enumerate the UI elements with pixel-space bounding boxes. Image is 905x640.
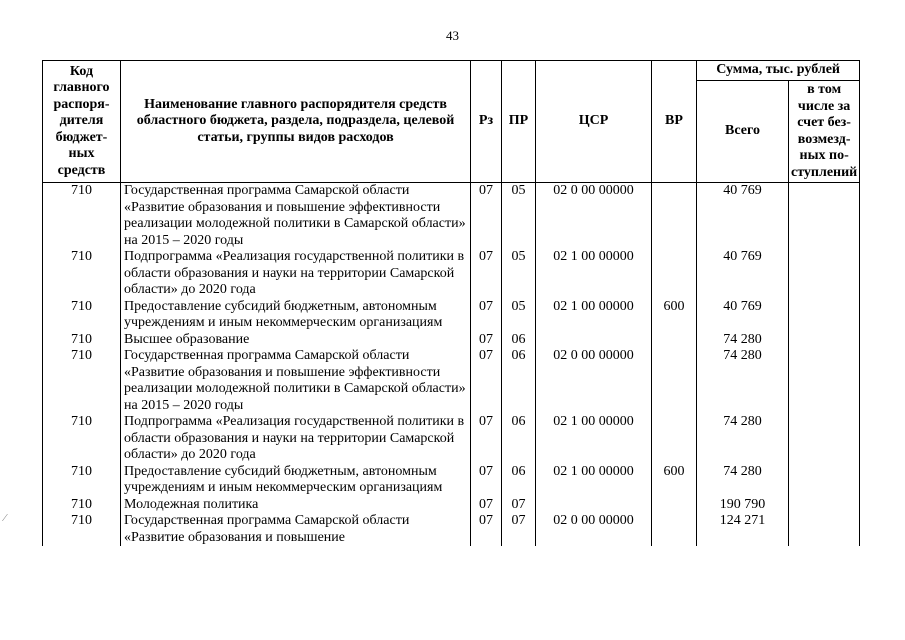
cell-pr: 07 xyxy=(502,497,536,514)
cell-extra xyxy=(789,464,860,497)
cell-name: Предоставление субсидий бюджетным, автономным учреждениям и иным некоммерческим организациям xyxy=(121,299,471,332)
header-vr: ВР xyxy=(652,61,697,183)
cell-code: 710 xyxy=(43,497,121,514)
table-row xyxy=(43,414,860,464)
cell-code: 710 xyxy=(43,414,121,464)
cell-csr: 02 1 00 00000 xyxy=(536,249,652,299)
table-row xyxy=(43,348,860,414)
cell-total: 190 790 xyxy=(697,497,789,514)
cell-code: 710 xyxy=(43,299,121,332)
header-code: Код главного распоря-дителя бюджет-ных средств xyxy=(43,61,121,183)
cell-total: 74 280 xyxy=(697,332,789,349)
scan-mark: ⁄ xyxy=(4,512,6,524)
cell-name: Молодежная политика xyxy=(121,497,471,514)
cell-csr xyxy=(536,332,652,349)
cell-name: Государственная программа Самарской области «Развитие образования и повышение эффективности реализации молодежной политики в Самарской области» на 2015 – 2020 годы xyxy=(121,348,471,414)
cell-rz: 07 xyxy=(471,249,502,299)
cell-extra xyxy=(789,414,860,464)
budget-table xyxy=(42,60,860,546)
cell-rz: 07 xyxy=(471,348,502,414)
cell-vr: 600 xyxy=(652,464,697,497)
cell-pr: 05 xyxy=(502,183,536,250)
cell-extra xyxy=(789,249,860,299)
table-row xyxy=(43,513,860,546)
cell-total: 124 271 xyxy=(697,513,789,546)
cell-vr xyxy=(652,332,697,349)
cell-csr: 02 1 00 00000 xyxy=(536,299,652,332)
cell-code: 710 xyxy=(43,183,121,250)
cell-extra xyxy=(789,183,860,250)
cell-rz: 07 xyxy=(471,414,502,464)
header-csr: ЦСР xyxy=(536,61,652,183)
cell-rz: 07 xyxy=(471,183,502,250)
header-sum-group: Сумма, тыс. рублей xyxy=(697,61,860,81)
cell-pr: 06 xyxy=(502,348,536,414)
cell-rz: 07 xyxy=(471,497,502,514)
cell-vr xyxy=(652,183,697,250)
cell-code: 710 xyxy=(43,464,121,497)
cell-rz: 07 xyxy=(471,464,502,497)
table-row xyxy=(43,332,860,349)
cell-name: Государственная программа Самарской области «Развитие образования и повышение эффективности реализации молодежной политики в Самарской области» на 2015 – 2020 годы xyxy=(121,183,471,250)
cell-pr: 05 xyxy=(502,249,536,299)
cell-vr: 600 xyxy=(652,299,697,332)
cell-code: 710 xyxy=(43,249,121,299)
cell-total: 40 769 xyxy=(697,183,789,250)
cell-pr: 06 xyxy=(502,414,536,464)
cell-extra xyxy=(789,299,860,332)
cell-total: 74 280 xyxy=(697,464,789,497)
cell-total: 74 280 xyxy=(697,414,789,464)
cell-csr: 02 0 00 00000 xyxy=(536,513,652,546)
cell-csr: 02 0 00 00000 xyxy=(536,183,652,250)
cell-csr: 02 1 00 00000 xyxy=(536,414,652,464)
table-row xyxy=(43,183,860,250)
table-row xyxy=(43,249,860,299)
cell-total: 40 769 xyxy=(697,249,789,299)
cell-pr: 06 xyxy=(502,464,536,497)
cell-name: Подпрограмма «Реализация государственной политики в области образования и науки на территории Самарской области» до 2020 года xyxy=(121,249,471,299)
cell-rz: 07 xyxy=(471,299,502,332)
cell-csr: 02 1 00 00000 xyxy=(536,464,652,497)
cell-extra xyxy=(789,497,860,514)
table-row xyxy=(43,497,860,514)
cell-code: 710 xyxy=(43,332,121,349)
cell-name: Высшее образование xyxy=(121,332,471,349)
cell-name: Государственная программа Самарской области «Развитие образования и повышение xyxy=(121,513,471,546)
cell-name: Предоставление субсидий бюджетным, автономным учреждениям и иным некоммерческим организациям xyxy=(121,464,471,497)
cell-pr: 05 xyxy=(502,299,536,332)
cell-code: 710 xyxy=(43,513,121,546)
table-row xyxy=(43,299,860,332)
header-pr: ПР xyxy=(502,61,536,183)
page-number: 43 xyxy=(446,28,459,43)
cell-vr xyxy=(652,497,697,514)
cell-csr xyxy=(536,497,652,514)
header-extra: в том числе за счет без-возмезд-ных по-ступлений xyxy=(789,81,860,183)
cell-csr: 02 0 00 00000 xyxy=(536,348,652,414)
header-name: Наименование главного распорядителя средств областного бюджета, раздела, подраздела, целевой статьи, группы видов расходов xyxy=(121,61,471,183)
cell-code: 710 xyxy=(43,348,121,414)
cell-name: Подпрограмма «Реализация государственной политики в области образования и науки на территории Самарской области» до 2020 года xyxy=(121,414,471,464)
cell-extra xyxy=(789,332,860,349)
table-row xyxy=(43,464,860,497)
cell-extra xyxy=(789,513,860,546)
header-total: Всего xyxy=(697,81,789,183)
cell-rz: 07 xyxy=(471,513,502,546)
cell-total: 40 769 xyxy=(697,299,789,332)
cell-total: 74 280 xyxy=(697,348,789,414)
cell-vr xyxy=(652,513,697,546)
cell-vr xyxy=(652,249,697,299)
header-rz: Рз xyxy=(471,61,502,183)
cell-vr xyxy=(652,414,697,464)
cell-pr: 07 xyxy=(502,513,536,546)
cell-rz: 07 xyxy=(471,332,502,349)
cell-vr xyxy=(652,348,697,414)
cell-pr: 06 xyxy=(502,332,536,349)
cell-extra xyxy=(789,348,860,414)
